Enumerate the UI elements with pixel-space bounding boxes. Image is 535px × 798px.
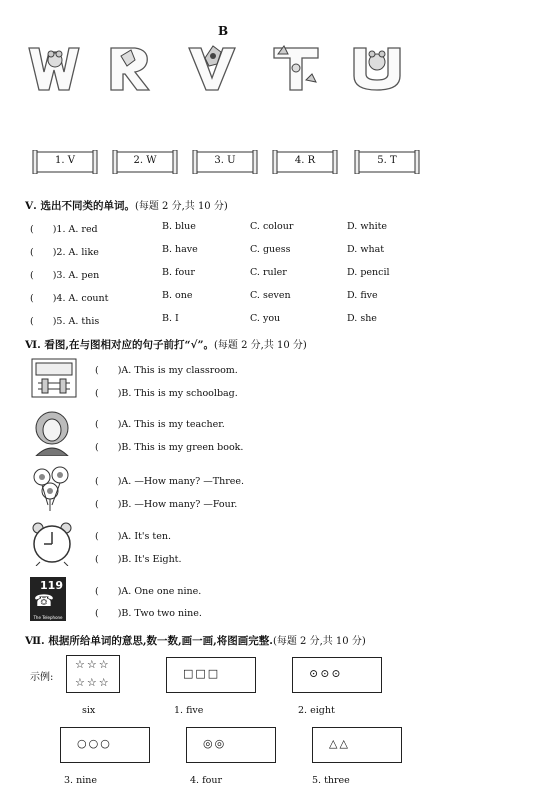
- answer-scroll-5: [354, 150, 420, 174]
- option-a: ( )A. One one nine.: [95, 586, 202, 597]
- part5-title: Ⅴ. 选出不同类的单词。: [25, 200, 135, 212]
- box-shapes: ○○○: [77, 737, 112, 750]
- answer-scroll-3: [192, 150, 258, 174]
- answer-scroll-2: [112, 150, 178, 174]
- answer-text: 5. T: [377, 155, 397, 166]
- option-a: ( )A. It's ten.: [95, 531, 171, 542]
- option-d: D. pencil: [347, 267, 390, 278]
- part5-heading: [25, 197, 228, 213]
- question-number: ( )4. A. count: [30, 293, 109, 304]
- drawing-box-3: [60, 727, 150, 763]
- option-d: D. she: [347, 313, 377, 324]
- example-label: 示例:: [30, 672, 54, 683]
- letter-r-picture: [105, 42, 155, 94]
- answer-scroll-1: [32, 150, 98, 174]
- example-stars-top: ☆☆☆: [75, 658, 111, 671]
- box-shapes: □□□: [183, 667, 221, 680]
- letter-u-picture: [350, 42, 404, 94]
- option-d: D. what: [347, 244, 385, 255]
- telephone-icon: ☎: [34, 591, 54, 610]
- option-c: C. seven: [250, 290, 291, 301]
- part7-title: Ⅶ. 根据所给单词的意思,数一数,画一画,将图画完整.: [25, 635, 273, 647]
- part6-title: Ⅵ. 看图,在与图相对应的句子前打“√”。: [25, 339, 215, 351]
- drawing-box-4: [186, 727, 276, 763]
- letter-t-picture: [270, 42, 322, 94]
- letter-w-picture: [25, 42, 83, 94]
- telephone-picture: [30, 577, 66, 621]
- box-shapes: ⊙⊙⊙: [309, 667, 343, 680]
- option-b: ( )B. Two two nine.: [95, 608, 202, 619]
- part6-note: (每题 2 分,共 10 分): [214, 340, 307, 351]
- option-c: C. guess: [250, 244, 291, 255]
- example-box: [66, 655, 120, 693]
- answer-text: 4. R: [294, 155, 316, 166]
- part5-note: (每题 2 分,共 10 分): [134, 201, 228, 212]
- drawing-box-1: [166, 657, 256, 693]
- option-b: B. four: [162, 267, 195, 278]
- option-c: C. you: [250, 313, 281, 324]
- question-number: ( )5. A. this: [30, 316, 100, 327]
- option-b: ( )B. This is my schoolbag.: [95, 388, 238, 399]
- box-shapes: ◎◎: [203, 737, 227, 750]
- option-a: ( )A. This is my teacher.: [95, 419, 225, 430]
- option-c: C. ruler: [250, 267, 287, 278]
- drawing-box-2: [292, 657, 382, 693]
- question-number: ( )1. A. red: [30, 224, 98, 235]
- part7-note: (每题 2 分,共 10 分): [272, 636, 366, 647]
- answer-text: 1. V: [55, 155, 75, 166]
- option-d: D. white: [347, 221, 388, 232]
- example-stars-bottom: ☆☆☆: [75, 676, 111, 689]
- telephone-number: 119: [40, 579, 63, 592]
- option-d: D. five: [347, 290, 378, 301]
- classroom-picture: [30, 357, 78, 399]
- letter-picture-row: [25, 42, 515, 97]
- answer-text: 3. U: [214, 155, 236, 166]
- drawing-box-5: [312, 727, 402, 763]
- option-b: ( )B. It's Eight.: [95, 554, 182, 565]
- option-b: ( )B. This is my green book.: [95, 442, 244, 453]
- option-b: ( )B. —How many? —Four.: [95, 499, 238, 510]
- teacher-picture: [30, 410, 74, 456]
- part7-heading: [25, 632, 366, 648]
- question-number: ( )3. A. pen: [30, 270, 100, 281]
- answer-scroll-4: [272, 150, 338, 174]
- option-b: B. have: [162, 244, 198, 255]
- part6-heading: [25, 336, 307, 352]
- box-shapes: △△: [329, 737, 350, 750]
- box-caption: 4. four: [190, 775, 222, 786]
- box-caption: 5. three: [312, 775, 350, 786]
- section-b-title: B: [218, 24, 229, 38]
- question-number: ( )2. A. like: [30, 247, 99, 258]
- box-caption: 3. nine: [64, 775, 97, 786]
- option-a: ( )A. This is my classroom.: [95, 365, 238, 376]
- option-b: B. one: [162, 290, 193, 301]
- flowers-picture: [30, 465, 74, 511]
- box-caption: six: [82, 705, 96, 716]
- option-b: B. blue: [162, 221, 196, 232]
- letter-v-picture: [185, 42, 239, 94]
- option-a: ( )A. —How many? —Three.: [95, 476, 244, 487]
- box-caption: 1. five: [174, 705, 204, 716]
- option-b: B. I: [162, 313, 179, 324]
- box-caption: 2. eight: [298, 705, 335, 716]
- telephone-label: The Telephone: [33, 615, 63, 620]
- clock-picture: [30, 520, 74, 566]
- option-c: C. colour: [250, 221, 294, 232]
- answer-text: 2. W: [133, 155, 157, 166]
